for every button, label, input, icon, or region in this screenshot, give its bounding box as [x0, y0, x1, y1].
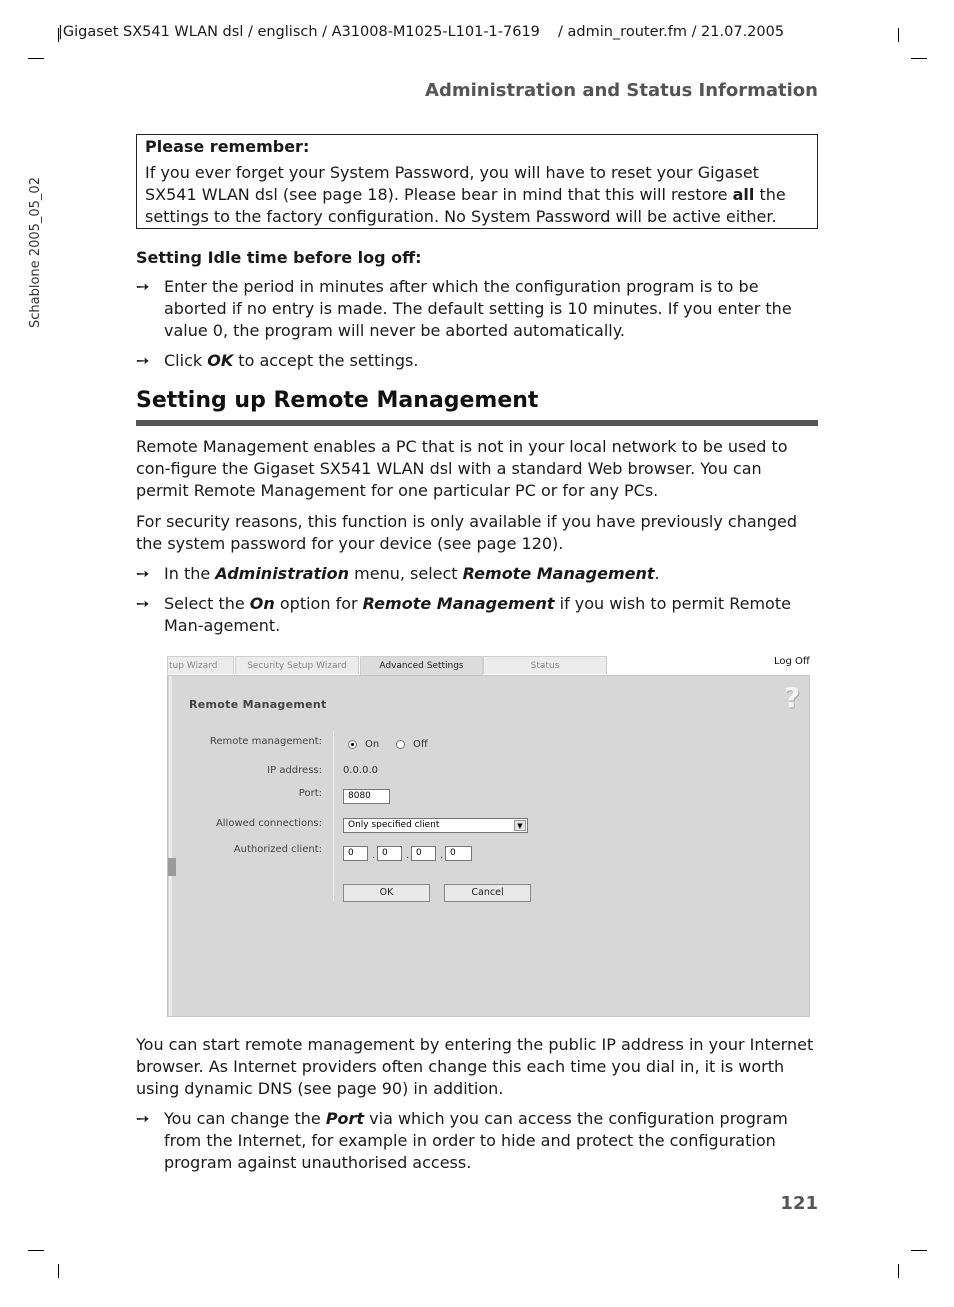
page-number: 121	[780, 1193, 818, 1214]
chevron-down-icon[interactable]: ▼	[514, 820, 526, 831]
cancel-button[interactable]: Cancel	[444, 884, 531, 902]
port-label: Port:	[298, 788, 322, 799]
crop-mark	[28, 58, 44, 59]
authorized-client-label: Authorized client:	[233, 844, 322, 855]
remote-para-2: For security reasons, this function is only available if you have previously changed the system password for your device (see page 120).	[136, 512, 797, 553]
radio-off[interactable]	[396, 740, 405, 749]
arrow-icon: ➙	[136, 564, 150, 583]
radio-off-label: Off	[413, 739, 428, 750]
allowed-connections-select[interactable]: Only specified client ▼	[343, 818, 528, 833]
remote-heading: Setting up Remote Management	[136, 388, 539, 413]
client-octet-2[interactable]: 0	[377, 846, 402, 861]
octet-separator: .	[372, 850, 376, 861]
crop-mark	[898, 28, 899, 42]
header-meta-left: |Gigaset SX541 WLAN dsl / englisch / A31008-M1025-L101-1-7619	[58, 24, 540, 40]
ip-address-label: IP address:	[267, 765, 322, 776]
allowed-connections-label: Allowed connections:	[215, 818, 322, 829]
note-text: If you ever forget your System Password, you will have to reset your Gigaset SX541 WLAN dsl (see page 18). Please bear in mind that this will restore all the settings to the factory configuration. No System Password will be active either.	[145, 163, 786, 226]
note-box	[136, 134, 818, 229]
client-octet-1[interactable]: 0	[343, 846, 368, 861]
idle-bullet-2: ➙ Click OK to accept the settings.	[136, 351, 419, 370]
arrow-icon: ➙	[136, 277, 150, 296]
idle-bullet-1: ➙ Enter the period in minutes after which the configuration program is to be aborted if no entry is made. The default setting is 10 minutes. If you enter the value 0, the program will never be aborted automatically.	[136, 277, 792, 340]
heading-rule	[136, 420, 818, 426]
arrow-icon: ➙	[136, 594, 150, 613]
idle-heading: Setting Idle time before log off:	[136, 248, 422, 267]
tab-advanced-settings[interactable]: Advanced Settings	[360, 656, 483, 677]
octet-separator: .	[406, 850, 410, 861]
side-template-label: Schablone 2005_05_02	[28, 177, 43, 328]
crop-mark	[911, 58, 927, 59]
crop-mark	[28, 1250, 44, 1251]
port-input[interactable]: 8080	[343, 789, 390, 804]
after-bullet: ➙ You can change the Port via which you can access the configuration program from the Internet, for example in order to hide and protect the configuration program against unauthorised access.	[136, 1109, 788, 1172]
ok-button[interactable]: OK	[343, 884, 430, 902]
tab-security-setup-wizard[interactable]: Security Setup Wizard	[235, 656, 359, 674]
column-divider	[333, 731, 334, 901]
section-title: Administration and Status Information	[425, 80, 818, 101]
client-octet-3[interactable]: 0	[411, 846, 436, 861]
crop-mark	[898, 1264, 899, 1278]
router-ui-screenshot	[167, 654, 810, 1017]
settings-panel	[167, 675, 810, 1017]
logoff-link[interactable]: Log Off	[774, 656, 810, 667]
octet-separator: .	[440, 850, 444, 861]
tab-status[interactable]: Status	[483, 656, 607, 674]
arrow-icon: ➙	[136, 1109, 150, 1128]
tab-setup-wizard[interactable]: tup Wizard	[167, 656, 234, 674]
remote-para-1: Remote Management enables a PC that is not in your local network to be used to con-figure the Gigaset SX541 WLAN dsl with a standard Web browser. You can permit Remote Management for one particular PC or for any PCs.	[136, 437, 788, 500]
remote-management-label: Remote management:	[209, 736, 322, 747]
crop-mark	[911, 1250, 927, 1251]
panel-title: Remote Management	[189, 698, 327, 711]
crop-mark	[58, 1264, 59, 1278]
client-octet-4[interactable]: 0	[445, 846, 472, 861]
ip-address-value: 0.0.0.0	[343, 765, 378, 776]
note-title: Please remember:	[145, 137, 310, 156]
remote-bullet-2: ➙ Select the On option for Remote Management if you wish to permit Remote Man-agement.	[136, 594, 791, 635]
remote-bullet-1: ➙ In the Administration menu, select Remote Management.	[136, 564, 660, 583]
radio-on[interactable]	[348, 740, 357, 749]
scroll-handle[interactable]	[168, 858, 176, 876]
header-meta-right: / admin_router.fm / 21.07.2005	[558, 24, 785, 40]
help-icon[interactable]: ?	[784, 681, 801, 714]
arrow-icon: ➙	[136, 351, 150, 370]
radio-on-label: On	[365, 739, 380, 750]
after-para: You can start remote management by entering the public IP address in your Internet browser. As Internet providers often change this each time you dial in, it is worth using dynamic DNS (see page 90) in addition.	[136, 1035, 814, 1098]
